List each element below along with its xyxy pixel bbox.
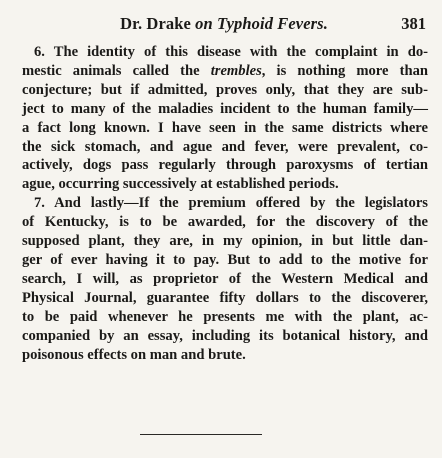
text-line: ague, occurring successively at established periods.: [22, 176, 339, 193]
title-on: on: [195, 14, 213, 33]
text-line: 7. And lastly—If the premium offered by the legislators: [34, 195, 428, 212]
page-number: 381: [401, 14, 426, 33]
text-line: the sick stomach, and ague and fever, were prevalent, co-: [22, 138, 428, 155]
text-fragment: mestic animals called the: [22, 62, 200, 79]
text-line: search, I will, as proprietor of the Western Medical and: [22, 270, 428, 287]
text-line: Physical Journal, guarantee fifty dollars to the discoverer,: [22, 289, 428, 306]
section-rule: [140, 434, 262, 435]
text-line: supposed plant, they are, in my opinion, in but little dan-: [22, 233, 428, 250]
text-line: conjecture; but if admitted, proves only, that they are sub-: [22, 81, 428, 98]
text-line: companied by an essay, including its botanical history, and: [22, 327, 428, 344]
text-line: ger of ever having it to pay. But to add to the motive for: [22, 251, 428, 268]
text-line: poisonous effects on man and brute.: [22, 346, 246, 363]
text-line: 6. The identity of this disease with the complaint in do-: [34, 44, 428, 60]
paragraph-6: [22, 43, 428, 194]
text-line: of Kentucky, is to be awarded, for the discovery of the: [22, 214, 428, 231]
text-line: actively, dogs pass regularly through paroxysms of tertian: [22, 157, 428, 174]
text-fragment: , is nothing more than: [261, 62, 428, 79]
title-author: Dr. Drake: [120, 14, 191, 33]
paragraph-7: [22, 194, 428, 364]
text-line: [22, 62, 428, 81]
running-title: [18, 14, 430, 34]
page-header: [18, 14, 430, 38]
text-line: ject to many of the maladies incident to the human family—: [22, 100, 428, 117]
body-text: [22, 43, 428, 364]
text-line: a fact long known. I have seen in the same districts where: [22, 119, 428, 136]
text-line: to be paid whenever he presents me with the plant, ac-: [22, 308, 428, 325]
title-subject: Typhoid Fevers.: [217, 14, 328, 33]
italic-term: trembles: [210, 62, 262, 79]
